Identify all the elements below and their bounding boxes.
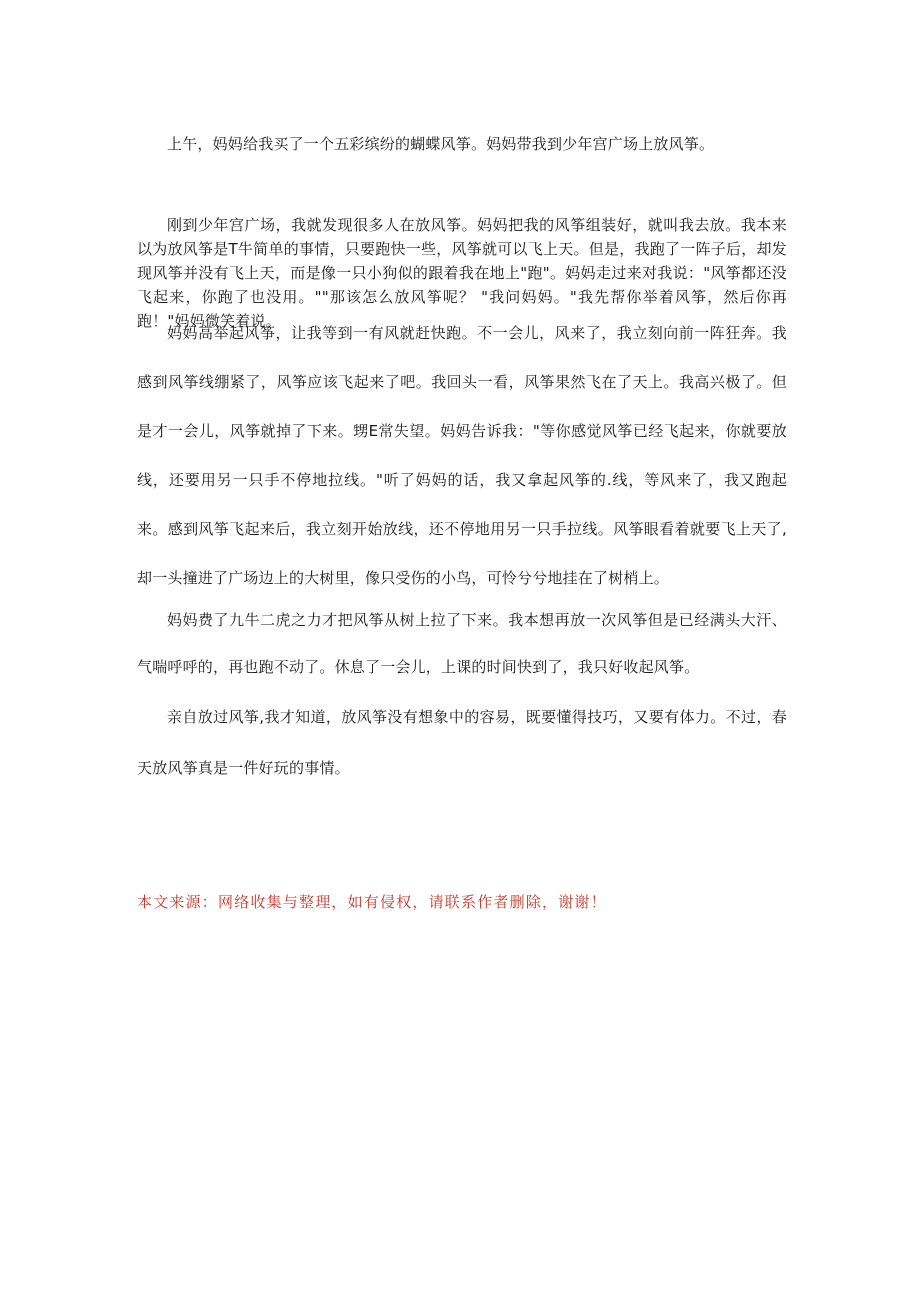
paragraph-4: 妈妈费了九牛二虎之力才把风筝从树上拉了下来。我本想再放一次风筝但是已经满头大汗、气喘呼呼的，再也跑不动了。休息了一会儿，上课的时间快到了，我只好收起风筝。 bbox=[137, 611, 787, 676]
paragraph-3: 妈妈高举起风筝，让我等到一有风就赶快跑。不一会儿，风来了，我立刻向前一阵狂奔。我感到风筝线绷紧了，风筝应该飞起来了吧。我回头一看，风筝果然飞在了天上。我高兴极了。但是才一会儿，风筝就掉了下来。甥E常失望。妈妈告诉我："等你感觉风筝已经飞起来，你就要放线，还要用另一只手不停地拉线。"听了妈妈的话，我又拿起风筝的.线，等风来了，我又跑起来。感到风筝飞起来后，我立刻开始放线，还不停地用另一只手拉线。风筝眼看着就要飞上天了,却一头撞进了广场边上的大树里，像只受伤的小鸟，可怜兮兮地挂在了树梢上。 bbox=[137, 324, 787, 587]
paragraph-1: 上午，妈妈给我买了一个五彩缤纷的蝴蝶风筝。妈妈带我到少年宫广场上放风筝。 bbox=[167, 135, 715, 153]
source-note: 本文来源：网络收集与整理，如有侵权，请联系作者删除，谢谢！ bbox=[137, 893, 607, 911]
paragraph-2: 刚到少年宫广场，我就发现很多人在放风筝。妈妈把我的风筝组装好，就叫我去放。我本来以为放风筝是T牛简单的事情，只要跑快一些，风筝就可以飞上天。但是，我跑了一阵子后，却发现风筝并没有飞上天，而是像一只小狗似的跟着我在地上"跑"。妈妈走过来对我说："风筝都还没飞起来，你跑了也没用。""那该怎么放风筝呢？ "我问妈妈。"我先帮你举着风筝，然后你再跑！"妈妈微笑着说。 bbox=[137, 216, 787, 330]
paragraph-5: 亲自放过风筝,我才知道，放风筝没有想象中的容易，既要懂得技巧，又要有体力。不过，春天放风筝真是一件好玩的事情。 bbox=[137, 708, 787, 777]
